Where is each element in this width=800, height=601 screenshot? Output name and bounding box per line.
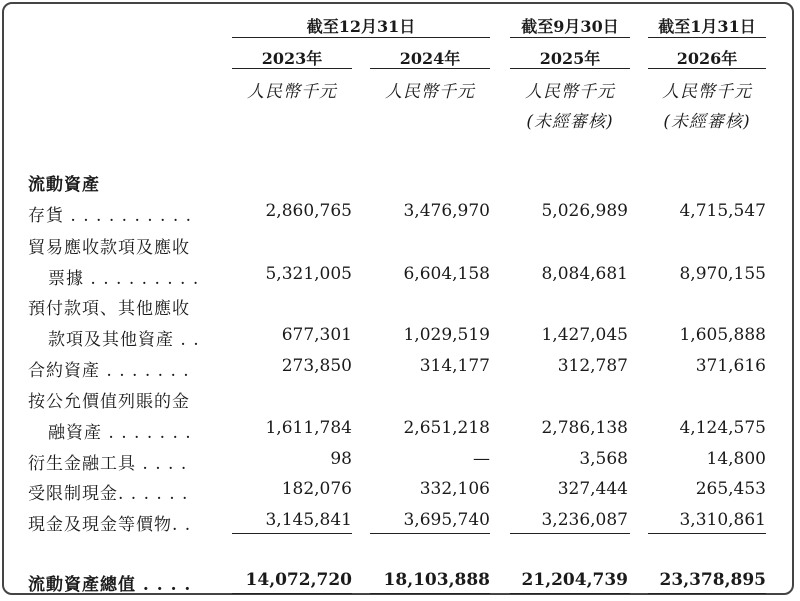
row-label-prepayments-2: 款項及其他資產 . . (48, 330, 200, 350)
row-value: 3,568 (579, 449, 628, 469)
row-value: 2,860,765 (265, 201, 352, 221)
row-value: 3,695,740 (403, 510, 490, 530)
header-group-jan31-rule (648, 37, 766, 38)
row-label-restricted-cash: 受限制現金. . . . . . (28, 484, 189, 504)
row-label-trade-receivables-1: 貿易應收款項及應收 (28, 238, 190, 258)
row-label-derivatives: 衍生金融工具 . . . . (28, 454, 188, 474)
header-unit-2024: 人民幣千元 (385, 82, 475, 102)
row-value: 1,029,519 (403, 325, 490, 345)
row-value: 5,321,005 (265, 264, 352, 284)
header-year-2026-rule (648, 68, 766, 69)
row-value: 327,444 (557, 479, 628, 499)
subtotal-rule (370, 533, 490, 534)
header-unaudited-2025: (未經審核) (526, 112, 614, 132)
row-value: 265,453 (695, 479, 766, 499)
row-label-contract-assets: 合約資產 . . . . . . . (28, 361, 190, 381)
header-year-2024: 2024年 (399, 49, 461, 68)
subtotal-rule (232, 533, 352, 534)
header-unaudited-2026: (未經審核) (663, 112, 751, 132)
row-value: 677,301 (281, 325, 352, 345)
row-value: 5,026,989 (541, 201, 628, 221)
total-rule (370, 593, 490, 594)
row-value: 1,611,784 (265, 418, 352, 438)
row-value: 332,106 (419, 479, 490, 499)
row-label-inventory: 存貨 . . . . . . . . . . (28, 206, 193, 226)
header-group-dec31: 截至12月31日 (306, 17, 416, 36)
row-value: 2,786,138 (541, 418, 628, 438)
row-label-fvtpl-1: 按公允價值列賬的金 (28, 392, 190, 412)
header-unit-2026: 人民幣千元 (662, 82, 752, 102)
row-value: 3,145,841 (265, 510, 352, 530)
row-label-trade-receivables-2: 票據 . . . . . . . . . (48, 269, 200, 289)
header-group-sep30: 截至9月30日 (521, 17, 619, 36)
row-value: 14,800 (706, 449, 766, 469)
header-group-sep30-rule (510, 37, 630, 38)
row-value: 273,850 (281, 356, 352, 376)
header-group-jan31: 截至1月31日 (658, 17, 756, 36)
row-value: 8,970,155 (679, 264, 766, 284)
row-label-cash: 現金及現金等價物. . (28, 515, 192, 535)
row-value: 3,310,861 (679, 510, 766, 530)
section-title: 流動資產 (28, 175, 100, 195)
row-value: 182,076 (281, 479, 352, 499)
header-year-2025-rule (510, 68, 630, 69)
total-rule (648, 593, 766, 594)
row-value: 98 (330, 449, 352, 469)
row-label-fvtpl-2: 融資產 . . . . . . . (48, 423, 192, 443)
header-year-2025: 2025年 (539, 49, 601, 68)
header-year-2023-rule (232, 68, 352, 69)
header-year-2024-rule (370, 68, 490, 69)
row-value: — (473, 449, 490, 469)
header-group-dec31-rule (232, 37, 490, 38)
total-rule (510, 593, 630, 594)
total-value: 14,072,720 (245, 570, 352, 590)
row-value: 2,651,218 (403, 418, 490, 438)
row-value: 312,787 (557, 356, 628, 376)
row-value: 1,427,045 (541, 325, 628, 345)
row-label-prepayments-1: 預付款項、其他應收 (28, 299, 190, 319)
row-value: 371,616 (695, 356, 766, 376)
row-value: 314,177 (419, 356, 490, 376)
total-value: 18,103,888 (383, 570, 490, 590)
header-year-2026: 2026年 (676, 49, 738, 68)
row-value: 4,124,575 (679, 418, 766, 438)
header-unit-2025: 人民幣千元 (525, 82, 615, 102)
row-value: 8,084,681 (541, 264, 628, 284)
row-value: 3,236,087 (541, 510, 628, 530)
subtotal-rule (648, 533, 766, 534)
header-year-2023: 2023年 (261, 49, 323, 68)
total-label: 流動資產總值 . . . . (28, 575, 192, 595)
total-rule (232, 593, 352, 594)
row-value: 1,605,888 (679, 325, 766, 345)
subtotal-rule (510, 533, 630, 534)
row-value: 3,476,970 (403, 201, 490, 221)
row-value: 6,604,158 (403, 264, 490, 284)
total-value: 21,204,739 (521, 570, 628, 590)
total-value: 23,378,895 (659, 570, 766, 590)
row-value: 4,715,547 (679, 201, 766, 221)
header-unit-2023: 人民幣千元 (247, 82, 337, 102)
